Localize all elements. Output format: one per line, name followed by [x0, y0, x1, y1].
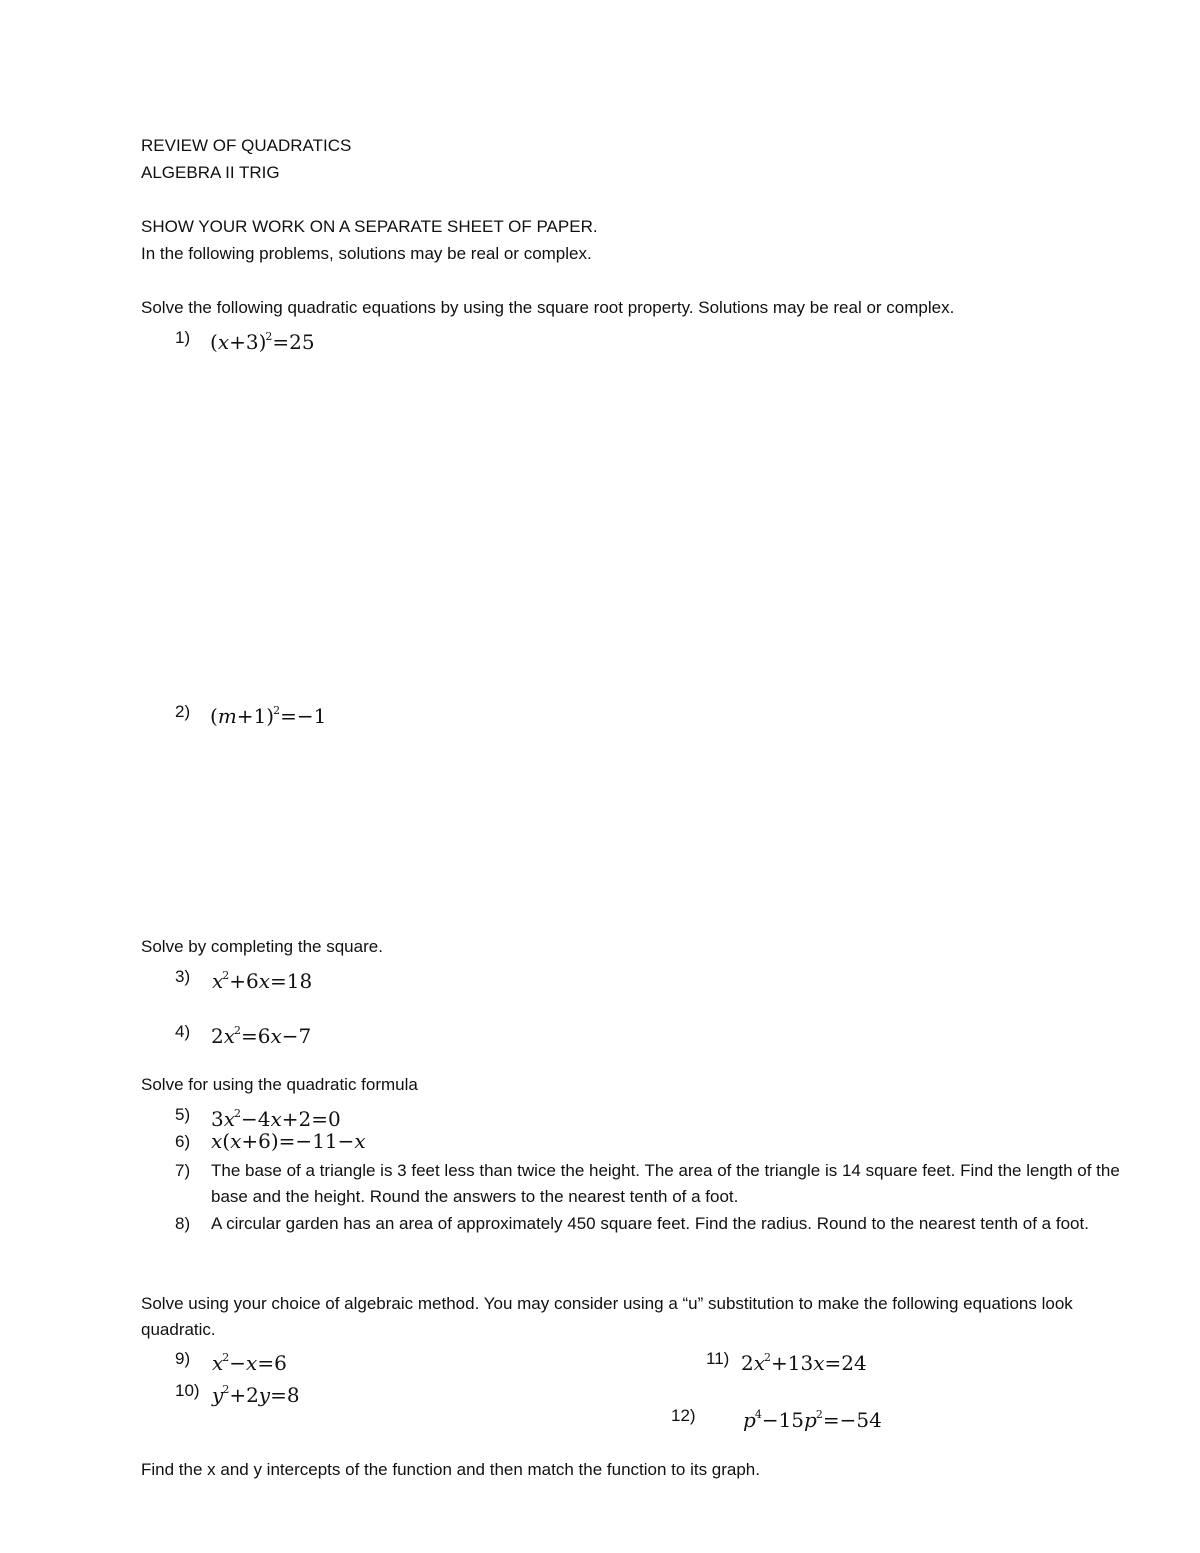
- problem-6-var-inner: x: [230, 1129, 242, 1153]
- problem-4-mid: =6: [241, 1024, 271, 1048]
- section-quadratic-formula-heading: Solve for using the quadratic formula: [141, 1075, 418, 1094]
- problem-1-var: x: [217, 330, 230, 354]
- problem-1-rhs: =25: [272, 330, 315, 354]
- problem-12-mid: −15: [761, 1408, 805, 1432]
- problem-6-var: x: [211, 1129, 223, 1153]
- problem-4-rhs: −7: [281, 1024, 312, 1048]
- problem-3-number: 3): [175, 967, 191, 986]
- problem-9-number: 9): [175, 1349, 191, 1368]
- problem-11-rhs: =24: [824, 1351, 867, 1375]
- problem-12-exp2: 2: [815, 1408, 823, 1421]
- course-name: ALGEBRA II TRIG: [141, 163, 280, 182]
- solutions-note: In the following problems, solutions may be real or complex.: [141, 244, 592, 263]
- problem-6-mid: =−11−: [278, 1129, 355, 1153]
- problem-11-exp: 2: [764, 1351, 772, 1364]
- problem-4-equation: [211, 1016, 311, 1051]
- problem-2-plus: +1: [236, 704, 267, 728]
- problem-4-exp: 2: [234, 1024, 242, 1037]
- problem-3-var: x: [212, 969, 224, 993]
- problem-11-coef: 2: [741, 1351, 754, 1375]
- problem-5-coef: 3: [211, 1107, 224, 1131]
- problem-12-var2: p: [804, 1408, 817, 1432]
- problem-1-plus: +3: [229, 330, 259, 354]
- problem-4-var: x: [223, 1024, 236, 1048]
- problem-7-text: The base of a triangle is 3 feet less than twice the height. The area of the triangle is 14 square feet. Find the length of the base and the height. Round the answers to the nearest tenth of a foot.: [211, 1161, 1120, 1206]
- problem-5-number: 5): [175, 1105, 191, 1124]
- problem-9-rhs: =6: [257, 1351, 287, 1375]
- problem-11-var: x: [753, 1351, 766, 1375]
- problem-12-rhs: =−54: [822, 1408, 882, 1432]
- problem-6-var3: x: [354, 1129, 366, 1153]
- section-intercepts-heading: Find the x and y intercepts of the function and then match the function to its graph.: [141, 1460, 760, 1479]
- work-instruction: SHOW YOUR WORK ON A SEPARATE SHEET OF PAPER.: [141, 217, 598, 236]
- problem-11-mid: +13: [771, 1351, 814, 1375]
- section-completing-square-heading: Solve by completing the square.: [141, 937, 383, 956]
- problem-10-exp: 2: [222, 1383, 230, 1396]
- problem-9-exp: 2: [222, 1351, 230, 1364]
- problem-2-equation: $(m+1)^2=-1$: [210, 704, 327, 728]
- problem-5-rhs: +2=0: [281, 1107, 341, 1131]
- problem-2-rhs: =−1: [280, 704, 327, 728]
- problem-11-equation: [741, 1343, 867, 1378]
- section-algebraic-method-heading: Solve using your choice of algebraic method. You may consider using a “u” substitution to make the following equations look quadratic.: [141, 1294, 1073, 1339]
- problem-5-mid: −4: [241, 1107, 271, 1131]
- problem-8-text: A circular garden has an area of approximately 450 square feet. Find the radius. Round to the nearest tenth of a foot.: [211, 1214, 1089, 1233]
- problem-3-rhs: =18: [270, 969, 313, 993]
- problem-11-number: 11): [706, 1349, 730, 1368]
- problem-2-number: 2): [175, 702, 191, 721]
- problem-3-equation: [212, 961, 312, 996]
- problem-4-number: 4): [175, 1022, 191, 1041]
- problem-1-number: 1): [175, 328, 191, 347]
- problem-10-number: 10): [175, 1381, 200, 1400]
- problem-8-number: 8): [175, 1214, 191, 1233]
- problem-11-var2: x: [813, 1351, 825, 1375]
- problem-10-rhs: =8: [270, 1383, 300, 1407]
- problem-5-exp: 2: [234, 1107, 242, 1120]
- problem-2-var: m: [217, 704, 237, 728]
- problem-3-var2: x: [258, 969, 271, 993]
- problem-9-var2: x: [246, 1351, 258, 1375]
- problem-3-mid: +6: [229, 969, 259, 993]
- problem-10-equation: [212, 1375, 300, 1410]
- problem-12-var: p: [743, 1408, 756, 1432]
- problem-5-var2: x: [270, 1107, 282, 1131]
- problem-6-equation: x(x+6)=−11−x: [211, 1129, 366, 1153]
- problem-4-coef: 2: [211, 1024, 224, 1048]
- problem-12-equation: [743, 1400, 882, 1435]
- section-square-root-heading: Solve the following quadratic equations by using the square root property. Solutions may be real or complex.: [141, 298, 955, 317]
- problem-5-var: x: [223, 1107, 236, 1131]
- problem-10-mid: +2: [229, 1383, 259, 1407]
- problem-10-var2: y: [258, 1383, 271, 1407]
- problem-6-number: 6): [175, 1132, 191, 1151]
- problem-1-equation: $(x+3)^2=25$: [210, 330, 315, 354]
- problem-9-var: x: [212, 1351, 224, 1375]
- problem-12-number: 12): [671, 1406, 696, 1425]
- problem-9-equation: [212, 1343, 287, 1378]
- problem-7-number: 7): [175, 1161, 191, 1180]
- problem-2-exp: 2: [273, 704, 281, 717]
- document-title: REVIEW OF QUADRATICS: [141, 136, 352, 155]
- problem-3-exp: 2: [222, 969, 230, 982]
- problem-10-var: y: [212, 1383, 224, 1407]
- problem-9-mid: −: [229, 1351, 247, 1375]
- problem-4-var2: x: [270, 1024, 282, 1048]
- problem-6-inner: +6: [241, 1129, 271, 1153]
- problem-12-exp: 4: [754, 1408, 762, 1421]
- problem-1-exp: 2: [265, 330, 273, 343]
